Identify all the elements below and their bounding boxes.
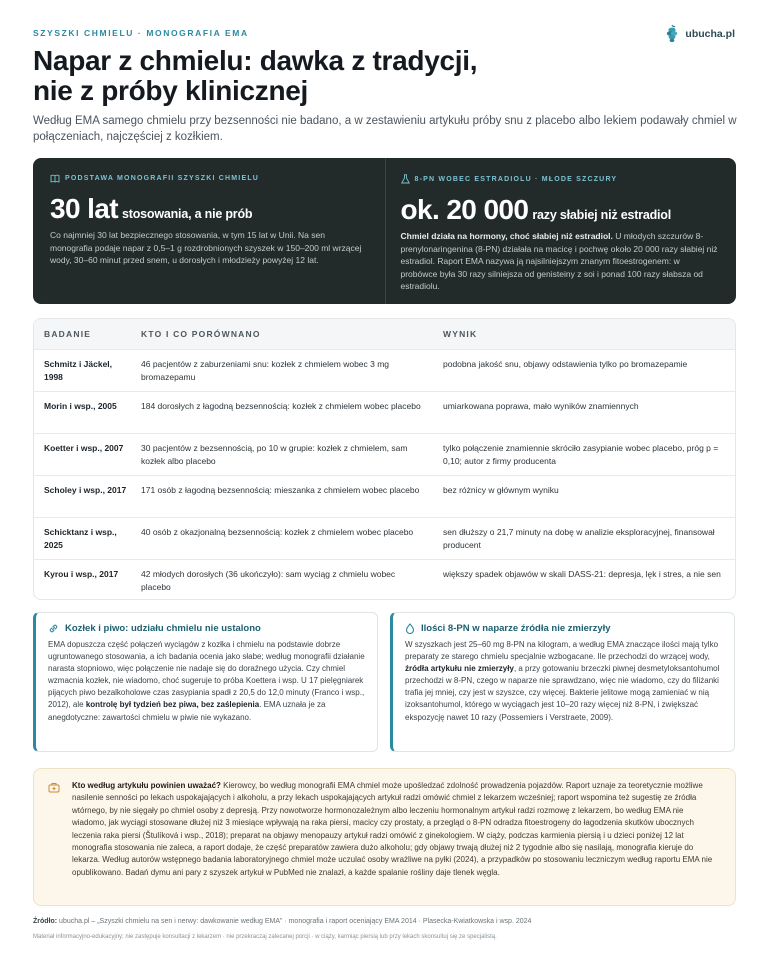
stat-monograph: [33, 158, 385, 304]
cell-who: 184 dorosłych z łagodną bezsennością: kozłek z chmielem wobec placebo: [141, 401, 421, 411]
stat-lead: Chmiel działa na hormony, choć słabiej niż estradiol.: [400, 231, 613, 241]
hop-cone-icon: [664, 24, 680, 44]
cell-study: Morin i wsp., 2005: [44, 401, 117, 411]
table-header: [34, 319, 735, 349]
card-title: [48, 623, 365, 634]
title-line-2: nie z próby klinicznej: [33, 75, 309, 106]
cell-who: 46 pacjentów z zaburzeniami snu: kozłek z chmielem wobec 3 mg bromazepamu: [141, 359, 390, 382]
warning-lead: Kto według artykułu powinien uważać?: [72, 781, 221, 790]
stat-label: [50, 174, 367, 183]
card-8pn-amount: [390, 612, 735, 752]
brand-logo[interactable]: [664, 24, 735, 44]
cell-study: Scholey i wsp., 2017: [44, 485, 127, 495]
card-text: , a przy gotowaniu brzeczki piwnej desmetyloksantohumol przechodzi w 8-PN, czego w naparze nie sprawdzano, więc nie wiadomo, czy do filiżanki trafia jej mniej, czy jest w szyszce, czy więcej. Bakterie jelitowe mogą zamieniać w nią izoksantohumol, którego w wyciągach jest 10–20 razy więcej niż 8-PN, i zwiększać ekspozycję nawet 10 razy (Possemiers i Verstraete, 2009).: [405, 664, 720, 722]
card-valerian-beer: [33, 612, 378, 752]
cell-study: Schicktanz i wsp., 2025: [44, 527, 117, 550]
stat-unit: stosowania, a nie prób: [122, 207, 253, 221]
warning-body: Kierowcy, bo według monografii EMA chmiel może upośledzać zdolność prowadzenia pojazdów. Raport uznaje za teoretycznie możliwe nasilenie senności po lekach uspokajających i alkoholu, a przy lekach uspokajających artykuł radzi omówić chmiel z lekarzem wcześniej; raport wspomina też sugestię ze źródła wtórnego, by nie sięgały po chmiel osoby z depresją. Przy nowotworze hormonozależnym albo leczeniu hormonalnym artykuł radzi rozmowę z lekarzem, bo według EMA nie wiadomo, jak wyciągi stosowane dłużej niż 3 miesiące wpływają na raka piersi, macicy czy prostaty, a przegląd o 8-PN odradza fitoestrogeny do łagodzenia skutków ubocznych leczenia raka piersi (Štulíková i wsp., 2018); preparat na objawy menopauzy artykuł radzi omówić z ginekologiem. W ciąży, podczas karmienia piersią i u dzieci poniżej 12 lat monografia stosowania nie zaleca, a raport dodaje, że część preparatów zawiera dużo alkoholu; gdy objawy trwają dłużej niż 2 tygodnie albo się nasilają, monografia kieruje do lekarza. Według autorów wstępnego badania laboratoryjnego chmiel może uczulać osoby wrażliwe na pyłki (2024), a przypadków po stosowaniu leczniczym według raportu EMA nie opublikowano. Badań dymu ani pary z szyszek artykuł w PubMed nie znalazł, a każde spalanie rośliny daje tlenek węgla.: [72, 781, 713, 877]
stat-label-text: 8-PN WOBEC ESTRADIOLU · MŁODE SZCZURY: [414, 175, 618, 183]
card-text: W szyszkach jest 25–60 mg 8-PN na kilogram, a według EMA znaczące ilości mają tylko preparaty ze starego chmielu specjalnie wzbogacane. Ile przechodzi do wrzącej wody,: [405, 640, 719, 662]
title-line-1: Napar z chmielu: dawka z tradycji,: [33, 45, 478, 76]
stat-headline: [50, 193, 367, 225]
cell-study: Schmitz i Jäckel, 1998: [44, 359, 113, 382]
stat-description: Co najmniej 30 lat bezpiecznego stosowania, w tym 15 lat w Unii. Na sen monografia podaje napar z 0,5–1 g rozdrobnionych szyszek w 150–200 ml wrzącej wody, 30–60 minut przed snem, u dorosłych i młodzieży powyżej 12 lat.: [50, 230, 362, 266]
card-title-text: Ilości 8-PN w naparze źródła nie zmierzyły: [421, 623, 611, 634]
studies-table: [33, 318, 736, 600]
table-row: [34, 391, 735, 433]
stat-unit: razy słabiej niż estradiol: [532, 208, 671, 222]
stat-estradiol: [385, 158, 737, 304]
warning-text: [72, 780, 719, 879]
stat-big-number: 30 lat: [50, 193, 118, 224]
card-body: [48, 639, 365, 724]
card-title: [405, 623, 722, 634]
card-body: [405, 639, 722, 724]
source-text: ubucha.pl – „Szyszki chmielu na sen i nerwy: dawkowanie według EMA” · monografia i raport oceniający EMA 2014 · Plasecka-Kwiatkowska i wsp. 2024: [57, 918, 532, 925]
cell-result: tylko połączenie znamiennie skróciło zasypianie wobec placebo, próg p = 0,10; autor z firmy producenta: [443, 443, 719, 466]
cell-result: podobna jakość snu, objawy odstawienia tylko po bromazepamie: [443, 359, 688, 369]
table-row: [34, 559, 735, 600]
page-title: [33, 46, 653, 106]
cell-study: Kyrou i wsp., 2017: [44, 569, 119, 579]
stat-big-number: ok. 20 000: [400, 194, 529, 225]
stat-label-text: PODSTAWA MONOGRAFII SZYSZKI CHMIELU: [65, 175, 260, 182]
table-row: [34, 433, 735, 475]
cell-study: Koetter i wsp., 2007: [44, 443, 124, 453]
column-header-study: BADANIE: [44, 329, 92, 339]
warning-box: [33, 768, 736, 906]
brand-name: ubucha.pl: [685, 28, 735, 40]
cell-who: 40 osób z okazjonalną bezsennością: kozłek z chmielem wobec placebo: [141, 527, 414, 537]
cell-who: 42 młodych dorosłych (36 ukończyło): sam wyciąg z chmielu wobec placebo: [141, 569, 396, 592]
card-emphasis: kontrolę był tydzień bez piwa, bez zaślepienia: [85, 700, 260, 710]
stats-panel: [33, 158, 736, 304]
cell-who: 171 osób z łagodną bezsennością: mieszanka z chmielem wobec placebo: [141, 485, 420, 495]
source-line: [33, 918, 531, 925]
disclaimer: Materiał informacyjno-edukacyjny; nie zastępuje konsultacji z lekarzem · nie przekraczaj zalecanej porcji · w ciąży, karmiąc piersią lub przy lekach skonsultuj się ze specjalistą.: [33, 934, 497, 940]
cell-result: bez różnicy w głównym wyniku: [443, 485, 559, 495]
book-icon: [50, 174, 60, 183]
column-header-who: KTO I CO PORÓWNANO: [141, 329, 261, 339]
table-row: [34, 517, 735, 559]
link-icon: [48, 623, 59, 634]
column-header-result: WYNIK: [443, 329, 478, 339]
stat-headline: [401, 194, 719, 226]
cell-result: umiarkowana poprawa, mało wyników znamiennych: [443, 401, 639, 411]
flask-icon: [401, 174, 410, 184]
card-text: . EMA uznała je za anegdotyczne: zawartości chmielu w piwie nie wykazano.: [48, 700, 326, 722]
source-label: Źródło:: [33, 918, 58, 925]
table-row: [34, 349, 735, 391]
stat-label: [401, 174, 719, 184]
stat-body: U młodych szczurów 8-prenylonaringenina (8-PN) działała na macicę i pochwę około 20 000 razy słabiej niż estradiol. Raport EMA nazywa ją najsilniejszym znanym fitoestrogenem: w probówce była 30 razy silniejsza od genisteiny z soi i ponad 100 razy słabsza od estradiolu.: [400, 231, 718, 292]
cell-result: sen dłuższy o 21,7 minuty na dobę w analizie eksploracyjnej, finansował producent: [443, 527, 715, 550]
table-row: [34, 475, 735, 517]
card-title-text: Kozłek i piwo: udziału chmielu nie ustalono: [65, 623, 261, 634]
stat-description: [401, 230, 719, 293]
cell-result: większy spadek objawów w skali DASS-21: depresja, lęk i stres, a nie sen: [443, 569, 721, 579]
card-emphasis: źródła artykułu nie zmierzyły: [405, 664, 514, 674]
kicker: SZYSZKI CHMIELU · MONOGRAFIA EMA: [33, 28, 249, 38]
cell-who: 30 pacjentów z bezsennością, po 10 w grupie: kozłek z chmielem, sam kozłek albo placebo: [141, 443, 408, 466]
lede: Według EMA samego chmielu przy bezsenności nie badano, a w zestawieniu artykułu próby snu z placebo albo lekiem podawały chmiel w połączeniach, najczęściej z kozłkiem.: [33, 115, 737, 143]
drop-icon: [405, 623, 415, 634]
medkit-icon: [48, 782, 60, 793]
card-text: EMA dopuszcza część połączeń wyciągów z kozłka i chmielu na podstawie dobrze ugruntowanego stosowania, a ich badania ocenia jako słabe; według monografii działanie narasta stopniowo, więc połączenie nie nadaje się do doraźnego użycia. Czy chmiel wzmacnia kozłek, nie wiadomo, choć sugeruje to próba Koettera i wsp. U 17 pielęgniarek pijących piwo bezalkoholowe czas zasypiania spadł z 20,5 do 12,0 minuty (Franco i wsp., 2012), ale: [48, 640, 365, 710]
